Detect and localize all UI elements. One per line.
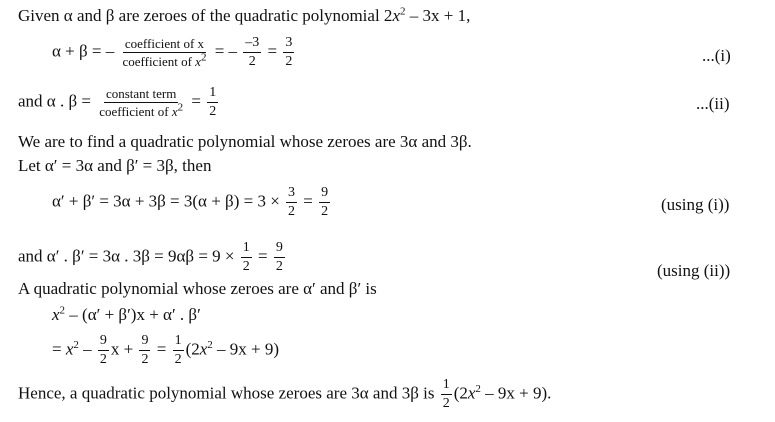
equation-tag-i: ...(i) <box>702 46 731 65</box>
equation-tag-ii: ...(ii) <box>696 94 730 113</box>
fraction-coefficient-x: $\frac{\text{coefficient of x}}{coefficient of x^2}$ <box>122 36 207 69</box>
fraction-3-over-2: $\frac{3}{2}$ <box>285 35 293 69</box>
fraction-constant-term: $\frac{\text{constant term}}{coefficient of x^2}$ <box>99 86 184 119</box>
sum-of-zeroes-equation: α + β = – $\frac{\text{coefficient of x}}{coefficient of x^2}$ = – $\frac{-3}{2}$ = $\frac{3}{2}$ <box>52 35 293 69</box>
expanded-polynomial: = $x^2$ – $\frac{9}{2}$ x + $\frac{9}{2}$ = $\frac{1}{2}$ $(2x^2 - 9x + 9)$ <box>52 333 280 367</box>
fraction-1-over-2: $\frac{1}{2}$ <box>209 85 217 119</box>
polynomial-statement: A quadratic polynomial whose zeroes are α′ and β′ is <box>18 279 377 298</box>
using-tag-ii: (using (ii)) <box>657 261 731 280</box>
goal-statement: We are to find a quadratic polynomial whose zeroes are 3α and 3β. <box>18 132 472 151</box>
using-tag-i: (using (i)) <box>661 195 730 214</box>
new-product-equation: and α′ . β′ = 3α . 3β = 9αβ = 9 × $\frac{1}{2}$ = $\frac{9}{2}$ <box>18 240 283 274</box>
fraction-minus3-over-2: $\frac{-3}{2}$ <box>245 35 260 69</box>
intro-statement: Given α and β are zeroes of the quadratic polynomial $2x^2 - 3x + 1$, <box>18 5 471 25</box>
conclusion-statement: Hence, a quadratic polynomial whose zeroes are 3α and 3β is $\frac{1}{2}$ $(2x^2 - 9x + 9)$. <box>18 377 552 411</box>
substitution-statement: Let α′ = 3α and β′ = 3β, then <box>18 156 212 175</box>
general-polynomial: $x^2 - (\alpha' + \beta')x + \alpha'$ . β′ <box>52 304 201 324</box>
new-sum-equation: α′ + β′ = 3α + 3β = 3(α + β) = 3 × $\frac{3}{2}$ = $\frac{9}{2}$ <box>52 185 329 219</box>
product-of-zeroes-equation: and α . β = $\frac{\text{constant term}}{coefficient of x^2}$ = $\frac{1}{2}$ <box>18 85 217 119</box>
